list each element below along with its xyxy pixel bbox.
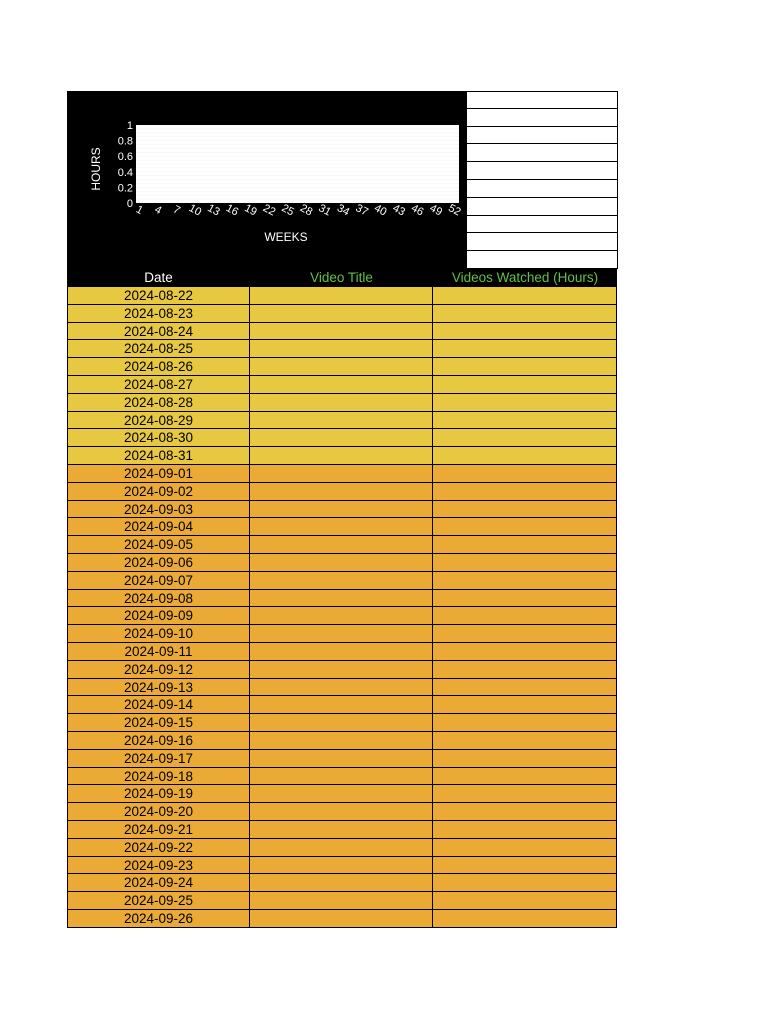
video-title-cell[interactable]	[250, 874, 433, 892]
hours-cell[interactable]	[433, 305, 617, 323]
video-title-cell[interactable]	[250, 643, 433, 661]
table-row	[67, 661, 617, 679]
video-title-cell[interactable]	[250, 768, 433, 786]
table-row	[67, 305, 617, 323]
hours-cell[interactable]	[433, 661, 617, 679]
y-tick-label: 0	[126, 198, 133, 210]
video-title-cell[interactable]	[250, 714, 433, 732]
video-title-cell[interactable]	[250, 572, 433, 590]
blank-cell[interactable]	[467, 216, 618, 234]
hours-cell[interactable]	[433, 536, 617, 554]
x-tick-label: 40	[372, 202, 389, 219]
hours-cell[interactable]	[433, 501, 617, 519]
table-row	[67, 821, 617, 839]
video-title-cell[interactable]	[250, 465, 433, 483]
hours-cell[interactable]	[433, 412, 617, 430]
video-title-cell[interactable]	[250, 483, 433, 501]
video-title-cell[interactable]	[250, 857, 433, 875]
hours-cell[interactable]	[433, 785, 617, 803]
table-row	[67, 358, 617, 376]
blank-cell-column	[466, 91, 618, 269]
hours-cell[interactable]	[433, 679, 617, 697]
date-cell[interactable]: 2024-08-26	[67, 358, 250, 376]
hours-cell[interactable]	[433, 607, 617, 625]
table-row	[67, 803, 617, 821]
hours-cell[interactable]	[433, 483, 617, 501]
x-tick-label: 22	[260, 202, 278, 219]
y-tick-label: 0.4	[117, 166, 133, 179]
video-title-cell[interactable]	[250, 679, 433, 697]
x-tick-label: 49	[427, 202, 445, 219]
header-date[interactable]: Date	[144, 270, 173, 285]
table-row	[67, 501, 617, 519]
video-title-cell[interactable]	[250, 287, 433, 305]
hours-cell[interactable]	[433, 750, 617, 768]
date-cell[interactable]: 2024-08-27	[67, 376, 250, 394]
video-title-cell[interactable]	[250, 661, 433, 679]
hours-cell[interactable]	[433, 910, 617, 928]
hours-cell[interactable]	[433, 803, 617, 821]
table-row	[67, 892, 617, 910]
hours-cell[interactable]	[433, 554, 617, 572]
hours-cell[interactable]	[433, 821, 617, 839]
date-cell[interactable]: 2024-09-04	[67, 518, 250, 536]
table-row	[67, 554, 617, 572]
date-cell[interactable]: 2024-09-11	[67, 643, 250, 661]
video-title-cell[interactable]	[250, 412, 433, 430]
date-cell[interactable]: 2024-09-14	[67, 696, 250, 714]
hours-cell[interactable]	[433, 874, 617, 892]
video-title-cell[interactable]	[250, 305, 433, 323]
video-title-cell[interactable]	[250, 732, 433, 750]
x-tick-label: 43	[390, 202, 408, 219]
x-tick-label: 1	[133, 203, 145, 218]
date-cell[interactable]: 2024-08-28	[67, 394, 250, 412]
blank-cell[interactable]	[467, 109, 618, 127]
table-row	[67, 376, 617, 394]
date-cell[interactable]: 2024-08-31	[67, 447, 250, 465]
date-cell[interactable]: 2024-09-22	[67, 839, 250, 857]
date-cell[interactable]: 2024-09-06	[67, 554, 250, 572]
table-row	[67, 518, 617, 536]
video-title-cell[interactable]	[250, 607, 433, 625]
table-row	[67, 679, 617, 697]
date-cell[interactable]: 2024-09-05	[67, 536, 250, 554]
table-row	[67, 839, 617, 857]
blank-cell[interactable]	[467, 233, 618, 251]
table-row	[67, 412, 617, 430]
header-videos-watched[interactable]: Videos Watched (Hours)	[451, 270, 599, 285]
table-row	[67, 536, 617, 554]
blank-cell[interactable]	[467, 180, 618, 198]
x-tick-label: 25	[279, 202, 296, 219]
date-cell[interactable]: 2024-09-03	[67, 501, 250, 519]
video-title-cell[interactable]	[250, 358, 433, 376]
x-tick-label: 10	[186, 202, 204, 219]
blank-cell[interactable]	[467, 198, 618, 216]
x-tick-label: 19	[242, 202, 259, 219]
date-cell[interactable]: 2024-09-13	[67, 679, 250, 697]
date-cell[interactable]: 2024-09-08	[67, 590, 250, 608]
date-cell[interactable]: 2024-09-25	[67, 892, 250, 910]
date-cell[interactable]: 2024-08-25	[67, 340, 250, 358]
table-row	[67, 696, 617, 714]
y-tick-label: 0.6	[117, 151, 133, 164]
hours-cell[interactable]	[433, 429, 617, 447]
video-title-cell[interactable]	[250, 590, 433, 608]
x-tick-label: 16	[223, 202, 241, 219]
x-tick-label: 31	[316, 202, 333, 219]
table-row	[67, 768, 617, 786]
hours-cell[interactable]	[433, 625, 617, 643]
hours-cell[interactable]	[433, 714, 617, 732]
date-cell[interactable]: 2024-09-07	[67, 572, 250, 590]
x-tick-label: 4	[152, 203, 164, 218]
video-title-cell[interactable]	[250, 376, 433, 394]
table-row	[67, 910, 617, 928]
table-row	[67, 287, 617, 305]
video-title-cell[interactable]	[250, 821, 433, 839]
date-cell[interactable]: 2024-09-20	[67, 803, 250, 821]
video-title-cell[interactable]	[250, 696, 433, 714]
table-row	[67, 857, 617, 875]
video-title-cell[interactable]	[250, 625, 433, 643]
blank-cell[interactable]	[467, 144, 618, 162]
x-tick-label: 52	[446, 202, 463, 219]
hours-cell[interactable]	[433, 857, 617, 875]
video-title-cell[interactable]	[250, 429, 433, 447]
date-cell[interactable]: 2024-09-18	[67, 768, 250, 786]
video-title-cell[interactable]	[250, 554, 433, 572]
x-axis-label: WEEKS	[264, 230, 308, 244]
table-row	[67, 643, 617, 661]
date-cell[interactable]: 2024-08-30	[67, 429, 250, 447]
date-cell[interactable]: 2024-08-22	[67, 287, 250, 305]
date-cell[interactable]: 2024-09-23	[67, 857, 250, 875]
table-row	[67, 607, 617, 625]
date-cell[interactable]: 2024-09-15	[67, 714, 250, 732]
hours-cell[interactable]	[433, 643, 617, 661]
table-row	[67, 394, 617, 412]
table-row	[67, 714, 617, 732]
table-row	[67, 572, 617, 590]
video-title-cell[interactable]	[250, 750, 433, 768]
chart-block	[67, 91, 617, 269]
hours-cell[interactable]	[433, 518, 617, 536]
hours-cell[interactable]	[433, 447, 617, 465]
date-cell[interactable]: 2024-09-16	[67, 732, 250, 750]
y-tick-label: 0.8	[117, 135, 133, 148]
video-title-cell[interactable]	[250, 501, 433, 519]
hours-cell[interactable]	[433, 768, 617, 786]
video-title-cell[interactable]	[250, 323, 433, 341]
date-cell[interactable]: 2024-09-10	[67, 625, 250, 643]
table-row	[67, 483, 617, 501]
x-tick-label: 13	[205, 202, 222, 219]
table-row	[67, 465, 617, 483]
video-title-cell[interactable]	[250, 785, 433, 803]
video-title-cell[interactable]	[250, 518, 433, 536]
x-tick-label: 28	[297, 202, 315, 219]
chart-svg	[67, 91, 466, 269]
table-row	[67, 874, 617, 892]
blank-cell[interactable]	[467, 91, 618, 109]
y-tick-label: 1	[126, 120, 133, 132]
date-cell[interactable]: 2024-09-19	[67, 785, 250, 803]
x-tick-label: 37	[353, 202, 370, 219]
blank-cell[interactable]	[467, 251, 618, 269]
table-row	[67, 429, 617, 447]
video-title-cell[interactable]	[250, 447, 433, 465]
date-cell[interactable]: 2024-09-09	[67, 607, 250, 625]
date-cell[interactable]: 2024-09-24	[67, 874, 250, 892]
hours-cell[interactable]	[433, 696, 617, 714]
date-cell[interactable]: 2024-09-02	[67, 483, 250, 501]
hours-cell[interactable]	[433, 590, 617, 608]
video-title-cell[interactable]	[250, 910, 433, 928]
y-tick-label: 0.2	[117, 182, 133, 195]
y-axis-label: HOURS	[89, 147, 103, 191]
blank-cell[interactable]	[467, 162, 618, 180]
video-title-cell[interactable]	[250, 839, 433, 857]
table-row	[67, 785, 617, 803]
video-title-cell[interactable]	[250, 394, 433, 412]
hours-cell[interactable]	[433, 839, 617, 857]
date-cell[interactable]: 2024-08-29	[67, 412, 250, 430]
date-cell[interactable]: 2024-09-26	[67, 910, 250, 928]
date-cell[interactable]: 2024-09-17	[67, 750, 250, 768]
table-row	[67, 340, 617, 358]
hours-cell[interactable]	[433, 394, 617, 412]
table-row	[67, 590, 617, 608]
hours-cell[interactable]	[433, 465, 617, 483]
table-row	[67, 447, 617, 465]
blank-cell[interactable]	[467, 127, 618, 145]
hours-cell[interactable]	[433, 287, 617, 305]
table-row	[67, 732, 617, 750]
hours-cell[interactable]	[433, 358, 617, 376]
hours-cell[interactable]	[433, 376, 617, 394]
hours-cell[interactable]	[433, 732, 617, 750]
hours-cell[interactable]	[433, 892, 617, 910]
table-body	[67, 287, 617, 928]
x-tick-label: 46	[409, 202, 426, 219]
x-tick-label: 7	[170, 203, 182, 218]
hours-cell[interactable]	[433, 340, 617, 358]
video-title-cell[interactable]	[250, 803, 433, 821]
date-cell[interactable]: 2024-09-01	[67, 465, 250, 483]
date-cell[interactable]: 2024-09-21	[67, 821, 250, 839]
video-title-cell[interactable]	[250, 536, 433, 554]
table-row	[67, 323, 617, 341]
hours-cell[interactable]	[433, 572, 617, 590]
date-cell[interactable]: 2024-08-23	[67, 305, 250, 323]
header-video-title[interactable]: Video Title	[310, 270, 373, 285]
table-row	[67, 625, 617, 643]
video-title-cell[interactable]	[250, 340, 433, 358]
hours-chart	[67, 91, 466, 269]
video-title-cell[interactable]	[250, 892, 433, 910]
x-tick-label: 34	[335, 202, 352, 219]
hours-cell[interactable]	[433, 323, 617, 341]
table-row	[67, 750, 617, 768]
table-header	[67, 269, 617, 287]
date-cell[interactable]: 2024-08-24	[67, 323, 250, 341]
date-cell[interactable]: 2024-09-12	[67, 661, 250, 679]
